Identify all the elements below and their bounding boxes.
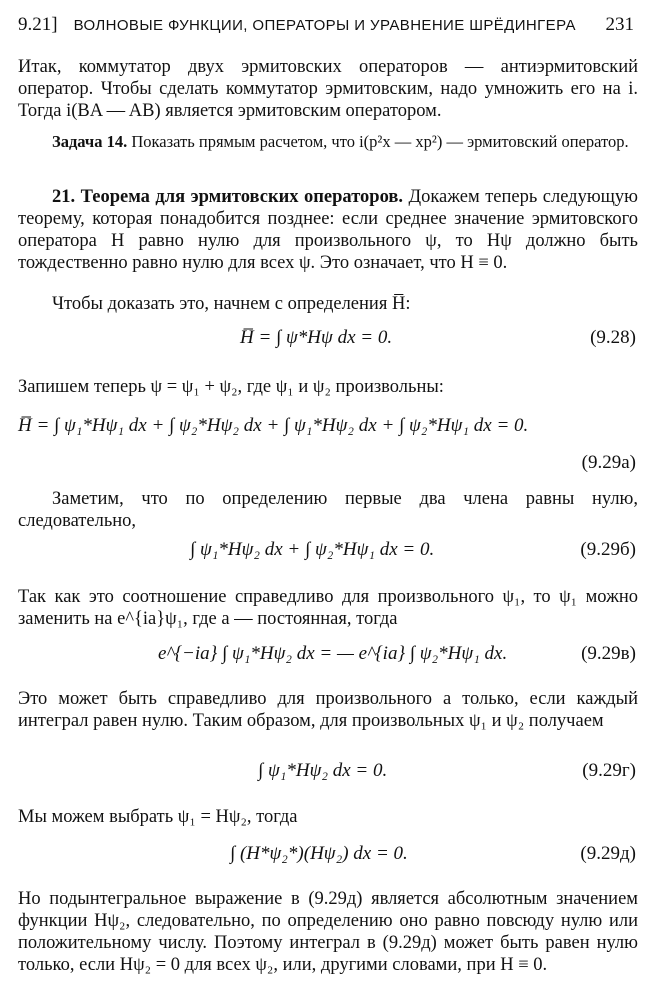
equation-9-29v-formula: e^{−ia} ∫ ψ₁*Hψ₂ dx = — e^{ia} ∫ ψ₂*Hψ₁ dx.	[158, 643, 508, 664]
section-block	[18, 186, 638, 274]
running-header	[18, 14, 634, 44]
paragraph-7-block	[18, 888, 638, 976]
section-lead: Докажем теперь следующую теорему, которая понадобится позднее: если среднее значение эрмитовского оператора H равно нулю для произвольного ψ, то Hψ должно быть тождественно равно нулю для всех ψ. Это означает, что H ≡ 0.	[18, 187, 638, 273]
problem-body: Показать прямым расчетом, что i(p²x — xp²) — эрмитовский оператор.	[131, 132, 629, 151]
equation-9-29v-number: (9.29в)	[581, 643, 636, 664]
paragraph-5-block	[18, 688, 638, 732]
header-title: ВОЛНОВЫЕ ФУНКЦИИ, ОПЕРАТОРЫ И УРАВНЕНИЕ ШРЁДИНГЕРА	[73, 17, 576, 34]
equation-9-28-formula: H̅ = ∫ ψ*Hψ dx = 0.	[240, 327, 393, 348]
problem-text	[18, 132, 638, 152]
header-section: 9.21]	[18, 14, 58, 35]
paragraph-7: Но подынтегральное выражение в (9.29д) является абсолютным значением функции Hψ₂, следовательно, по определению оно равно повсюду нулю или положительному числу. Поэтому интеграл в (9.29д) может быть равен нулю только, если Hψ₂ = 0 для всех ψ₂, или, другими словами, при H ≡ 0.	[18, 889, 638, 975]
equation-9-29b-number: (9.29б)	[580, 539, 636, 560]
paragraph-4: Так как это соотношение справедливо для произвольного ψ₁, то ψ₁ можно заменить на e^{ia}ψ₁, где a — постоянная, тогда	[18, 587, 638, 629]
paragraph-6: Мы можем выбрать ψ₁ = Hψ₂, тогда	[18, 807, 298, 827]
equation-9-28-number: (9.28)	[590, 327, 636, 348]
intro-paragraph-block	[18, 56, 638, 122]
equation-9-29g-formula: ∫ ψ₁*Hψ₂ dx = 0.	[258, 760, 388, 781]
paragraph-6-block	[18, 806, 638, 828]
equation-9-29a-number: (9.29а)	[581, 452, 636, 473]
equation-9-29b-formula: ∫ ψ₁*Hψ₂ dx + ∫ ψ₂*Hψ₁ dx = 0.	[190, 539, 435, 560]
section-paragraph	[18, 186, 638, 274]
equation-9-29g-number: (9.29г)	[582, 760, 636, 781]
equation-9-29a-formula: H̅ = ∫ ψ₁*Hψ₁ dx + ∫ ψ₂*Hψ₂ dx + ∫ ψ₁*Hψ₂ dx + ∫ ψ₂*Hψ₁ dx = 0.	[18, 415, 529, 436]
paragraph-1: Чтобы доказать это, начнем с определения H̅:	[52, 294, 411, 314]
problem-label: Задача 14.	[52, 132, 128, 151]
paragraph-3-block	[18, 488, 638, 532]
paragraph-4-block	[18, 586, 638, 630]
section-heading: 21. Теорема для эрмитовских операторов.	[52, 187, 403, 207]
equation-9-29d-formula: ∫ (H*ψ₂*)(Hψ₂) dx = 0.	[230, 843, 408, 864]
intro-paragraph: Итак, коммутатор двух эрмитовских операторов — антиэрмитовский оператор. Чтобы сделать коммутатор эрмитовским, надо умножить его на i. Тогда i(BA — AB) является эрмитовским оператором.	[18, 57, 638, 121]
paragraph-3: Заметим, что по определению первые два члена равны нулю, следовательно,	[18, 489, 638, 531]
paragraph-2: Запишем теперь ψ = ψ₁ + ψ₂, где ψ₁ и ψ₂ произвольны:	[18, 377, 444, 397]
problem-block	[18, 132, 638, 152]
paragraph-5: Это может быть справедливо для произвольного a только, если каждый интеграл равен нулю. Таким образом, для произвольных ψ₁ и ψ₂ получаем	[18, 689, 638, 731]
paragraph-2-block	[18, 376, 638, 398]
paragraph-1-block	[18, 293, 638, 315]
equation-9-29d-number: (9.29д)	[580, 843, 636, 864]
page-number: 231	[605, 14, 634, 35]
